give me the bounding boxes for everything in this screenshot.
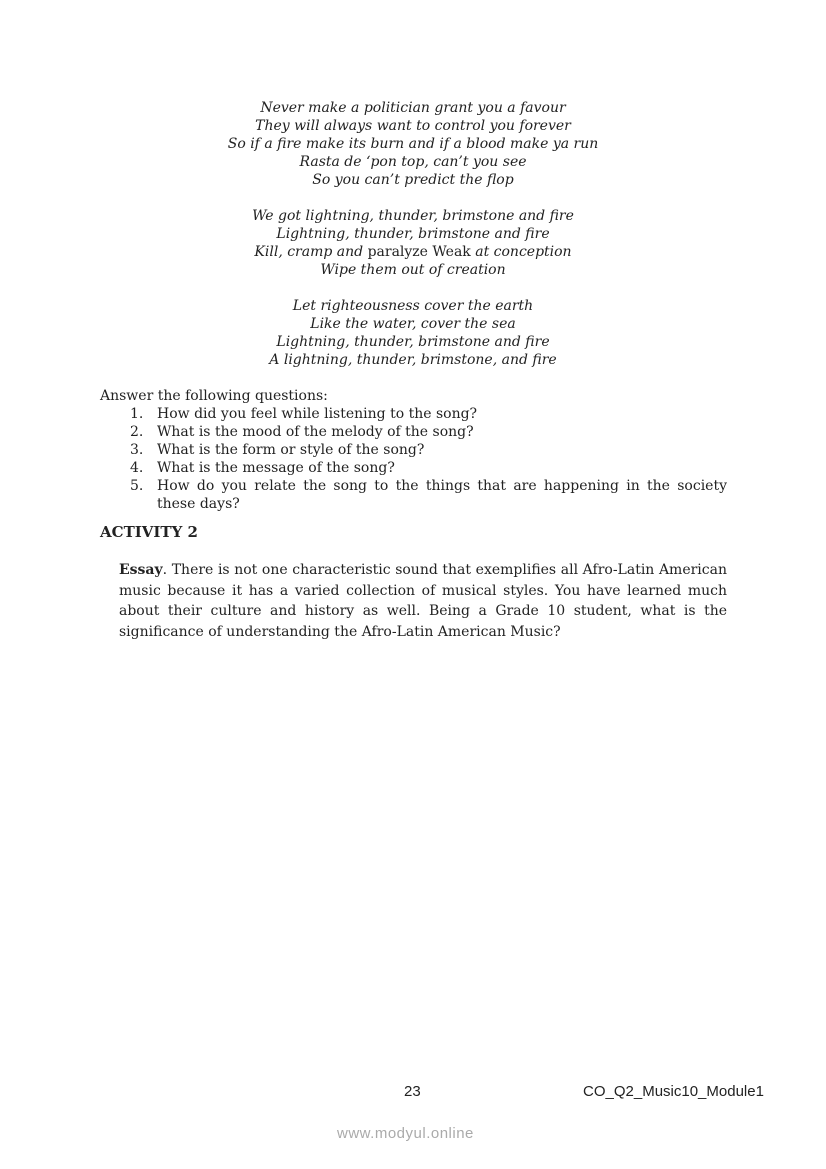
lyric-line: Lightning, thunder, brimstone and fire — [276, 334, 550, 350]
question-item — [130, 477, 727, 513]
question-text: What is the mood of the melody of the song? — [157, 424, 474, 440]
essay-prompt — [119, 560, 727, 642]
question-item — [130, 459, 727, 477]
lyric-line: Let righteousness cover the earth — [292, 298, 534, 314]
lyric-line: A lightning, thunder, brimstone, and fire — [269, 352, 557, 368]
song-lyrics — [0, 99, 826, 387]
essay-text: . There is not one characteristic sound that exemplifies all Afro-Latin American music because it has a varied collection of musical styles. You have learned much about their culture and history as well. Being a Grade 10 student, what is the significance of understanding the Afro-Latin American Music? — [119, 562, 727, 640]
lyric-part-upright: paralyze Weak — [367, 244, 471, 260]
question-item — [130, 405, 727, 423]
lyric-line: Like the water, cover the sea — [310, 316, 516, 332]
lyrics-stanza-3 — [0, 297, 826, 369]
lyric-line — [0, 243, 826, 261]
activity-heading: ACTIVITY 2 — [100, 523, 198, 541]
question-text: What is the message of the song? — [157, 460, 395, 476]
module-code: CO_Q2_Music10_Module1 — [583, 1083, 764, 1100]
question-number: 4. — [130, 460, 144, 476]
question-item — [130, 441, 727, 459]
questions-list — [130, 405, 727, 513]
lyric-line: Rasta de ‘pon top, can’t you see — [299, 154, 527, 170]
watermark: www.modyul.online — [337, 1125, 474, 1142]
question-item — [130, 423, 727, 441]
questions-intro: Answer the following questions: — [100, 388, 328, 404]
question-text: What is the form or style of the song? — [157, 442, 425, 458]
lyrics-stanza-1 — [0, 99, 826, 189]
question-text: How did you feel while listening to the song? — [157, 406, 478, 422]
page-number: 23 — [404, 1083, 421, 1100]
lyric-line: We got lightning, thunder, brimstone and fire — [252, 208, 574, 224]
question-text: How do you relate the song to the things that are happening in the society these days? — [157, 478, 727, 512]
question-number: 5. — [130, 478, 144, 494]
question-number: 3. — [130, 442, 144, 458]
essay-label: Essay — [119, 562, 163, 578]
lyric-line: Wipe them out of creation — [320, 262, 506, 278]
lyric-part: at conception — [470, 244, 572, 260]
lyric-line: They will always want to control you forever — [255, 118, 571, 134]
lyrics-stanza-2 — [0, 207, 826, 279]
question-number: 1. — [130, 406, 144, 422]
lyric-line: So if a fire make its burn and if a blood make ya run — [227, 136, 599, 152]
lyric-line: Lightning, thunder, brimstone and fire — [276, 226, 550, 242]
question-number: 2. — [130, 424, 144, 440]
lyric-part: Kill, cramp and — [254, 244, 368, 260]
lyric-line: So you can’t predict the flop — [312, 172, 514, 188]
lyric-line: Never make a politician grant you a favour — [260, 100, 566, 116]
